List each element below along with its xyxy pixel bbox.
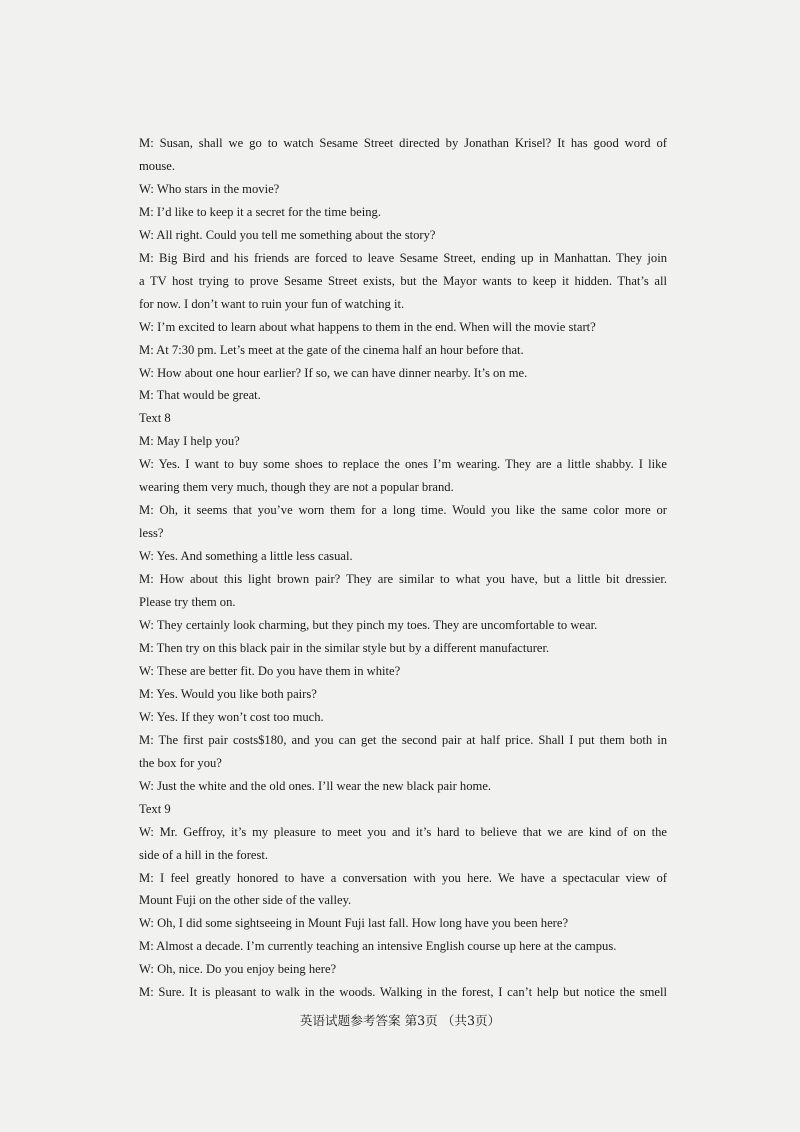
transcript-line: M: Yes. Would you like both pairs? [139,686,317,701]
transcript-line: Mount Fuji on the other side of the valley. [139,893,352,908]
transcript-line: M: Big Bird and his friends are forced to leave Sesame Street, ending up in Manhattan. They join [139,250,667,265]
transcript-line: W: They certainly look charming, but they pinch my toes. They are uncomfortable to wear. [139,618,598,633]
transcript-line: M: Oh, it seems that you’ve worn them for a long time. Would you like the same color more or [139,503,667,518]
transcript-line: W: Yes. I want to buy some shoes to replace the ones I’m wearing. They are a little shabby. I like [139,457,667,472]
transcript-line: M: How about this light brown pair? They are similar to what you have, but a little bit dressier. [139,572,667,587]
transcript-line: M: At 7:30 pm. Let’s meet at the gate of the cinema half an hour before that. [139,342,524,357]
transcript-line: W: Yes. If they won’t cost too much. [139,709,324,724]
transcript-line: wearing them very much, though they are not a popular brand. [139,480,454,495]
transcript-line: M: That would be great. [139,388,261,403]
transcript-line: W: Mr. Geffroy, it’s my pleasure to meet you and it’s hard to believe that we are kind of on the [139,824,667,839]
transcript-line: a TV host trying to prove Sesame Street exists, but the Mayor wants to keep it hidden. That’s all [139,273,667,288]
transcript-line: M: Susan, shall we go to watch Sesame Street directed by Jonathan Krisel? It has good word of [139,136,667,150]
transcript-line: W: All right. Could you tell me something about the story? [139,227,436,242]
transcript-line: Please try them on. [139,595,236,610]
transcript-line: the box for you? [139,755,222,770]
transcript-line: Text 9 [139,801,171,816]
page-footer: 英语试题参考答案 第3页 （共3页） [299,1013,501,1028]
transcript-line: W: I’m excited to learn about what happens to them in the end. When will the movie start? [139,319,596,334]
transcript-line: W: Yes. And something a little less casual. [139,549,353,564]
transcript-body [139,132,667,1004]
transcript-line: W: Who stars in the movie? [139,181,280,196]
transcript-line: W: How about one hour earlier? If so, we can have dinner nearby. It’s on me. [139,365,528,380]
transcript-line: M: I’d like to keep it a secret for the time being. [139,204,381,219]
transcript-line: for now. I don’t want to ruin your fun of watching it. [139,296,405,311]
transcript-line: less? [139,526,164,541]
transcript-line: mouse. [139,158,176,173]
transcript-line: W: Oh, I did some sightseeing in Mount Fuji last fall. How long have you been here? [139,916,569,931]
transcript-line: M: Sure. It is pleasant to walk in the woods. Walking in the forest, I can’t help but notice the smell [139,985,667,1000]
transcript-line: side of a hill in the forest. [139,847,269,862]
transcript-line: W: These are better fit. Do you have them in white? [139,663,401,678]
transcript-line: M: Almost a decade. I’m currently teaching an intensive English course up here at the campus. [139,939,617,954]
transcript-line: W: Oh, nice. Do you enjoy being here? [139,962,337,977]
transcript-line: M: May I help you? [139,434,240,449]
transcript-line: M: Then try on this black pair in the similar style but by a different manufacturer. [139,640,550,655]
transcript-line: M: The first pair costs$180, and you can get the second pair at half price. Shall I put them both in [139,732,667,747]
transcript-line: M: I feel greatly honored to have a conversation with you here. We have a spectacular view of [139,870,667,885]
transcript-line: Text 8 [139,411,171,426]
transcript-line: W: Just the white and the old ones. I’ll wear the new black pair home. [139,778,492,793]
